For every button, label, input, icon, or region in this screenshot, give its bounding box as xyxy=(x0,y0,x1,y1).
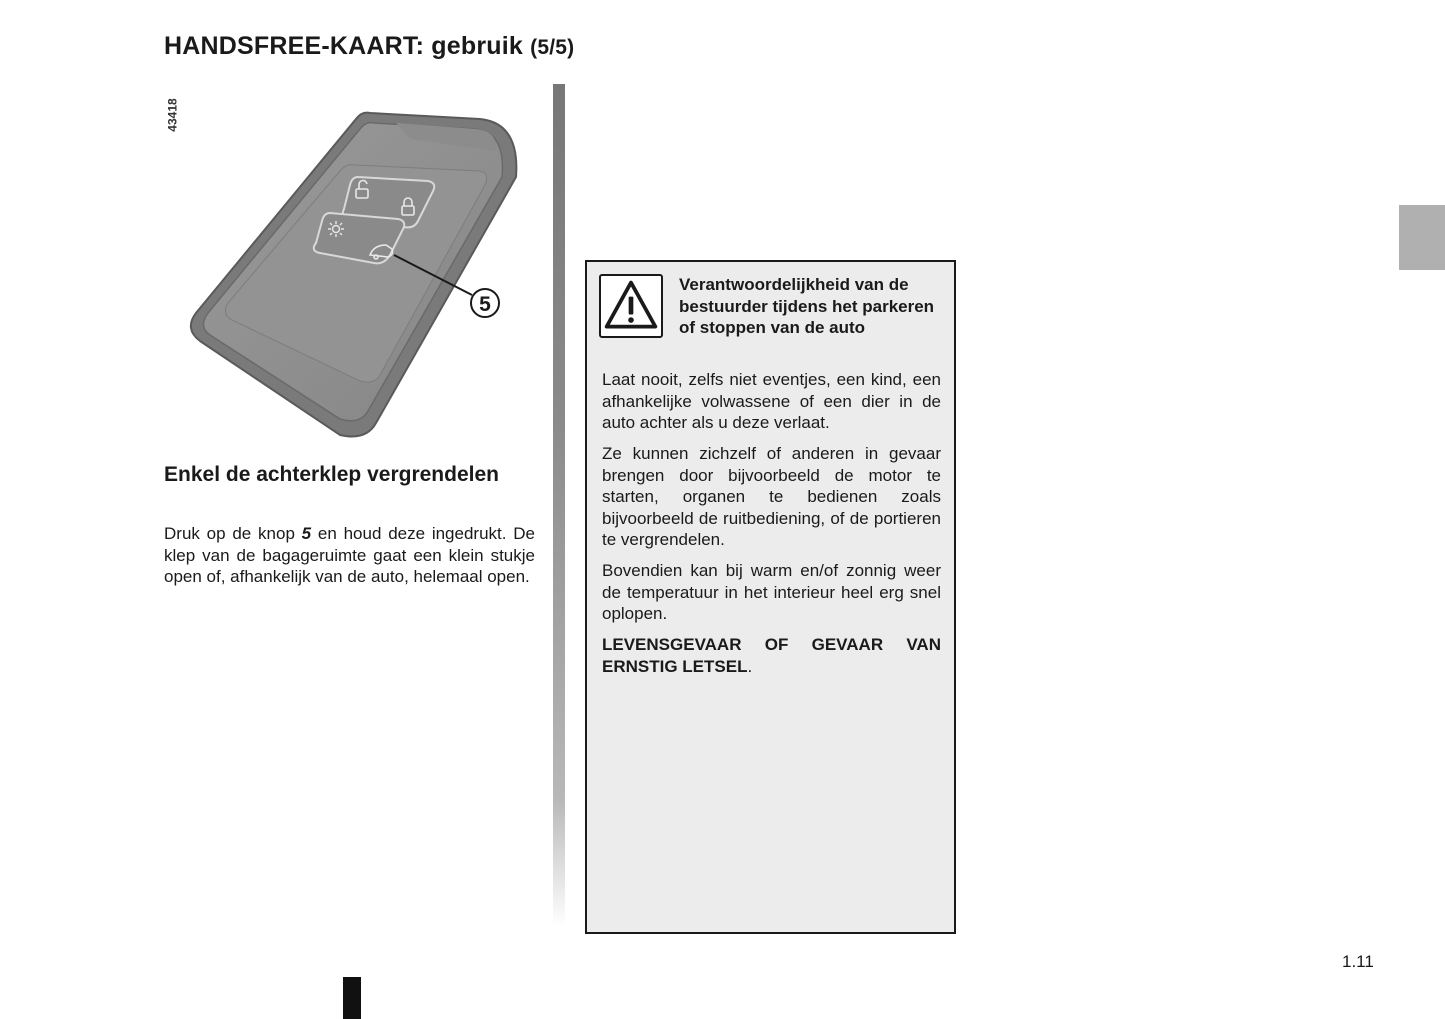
warning-title: Verantwoordelijkheid van de bestuurder tijdens het parkeren of stoppen van de auto xyxy=(679,275,935,337)
warning-triangle-icon xyxy=(599,274,663,338)
page-title xyxy=(164,32,574,61)
column-divider xyxy=(553,84,565,926)
warning-box xyxy=(585,260,956,934)
warning-danger: LEVENSGEVAAR OF GEVAAR VAN ERNSTIG LETSEL. xyxy=(602,635,941,676)
figure-number: 43418 xyxy=(165,98,180,132)
print-mark xyxy=(343,977,361,1019)
callout-label: 5 xyxy=(479,293,491,316)
section-heading: Enkel de achterklep vergrendelen xyxy=(164,463,499,486)
warning-paragraph: Laat nooit, zelfs niet eventjes, een kind, een afhankelijke volwassene of een dier in de auto achter als u deze verlaat. xyxy=(602,370,941,432)
page-number: 1.11 xyxy=(1342,952,1374,971)
page-title-main: HANDSFREE-KAART: gebruik xyxy=(164,32,523,60)
section-body: Druk op de knop 5 en houd deze ingedrukt. De klep van de bagageruimte gaat een klein stukje open of, afhankelijk van de auto, helemaal open. xyxy=(164,524,535,586)
page-title-part: (5/5) xyxy=(530,36,575,59)
chapter-tab xyxy=(1399,205,1445,270)
warning-paragraph: Ze kunnen zichzelf of anderen in gevaar brengen door bijvoorbeeld de motor te starten, organen te bedienen zoals bijvoorbeeld de ruitbediening, of de portieren te vergrendelen. xyxy=(602,444,941,549)
card-body xyxy=(191,113,517,437)
handsfree-card-illustration xyxy=(180,105,530,445)
button-ref: 5 xyxy=(301,524,312,543)
warning-paragraph: Bovendien kan bij warm en/of zonnig weer de temperatuur in het interieur heel erg snel oplopen. xyxy=(602,561,941,623)
